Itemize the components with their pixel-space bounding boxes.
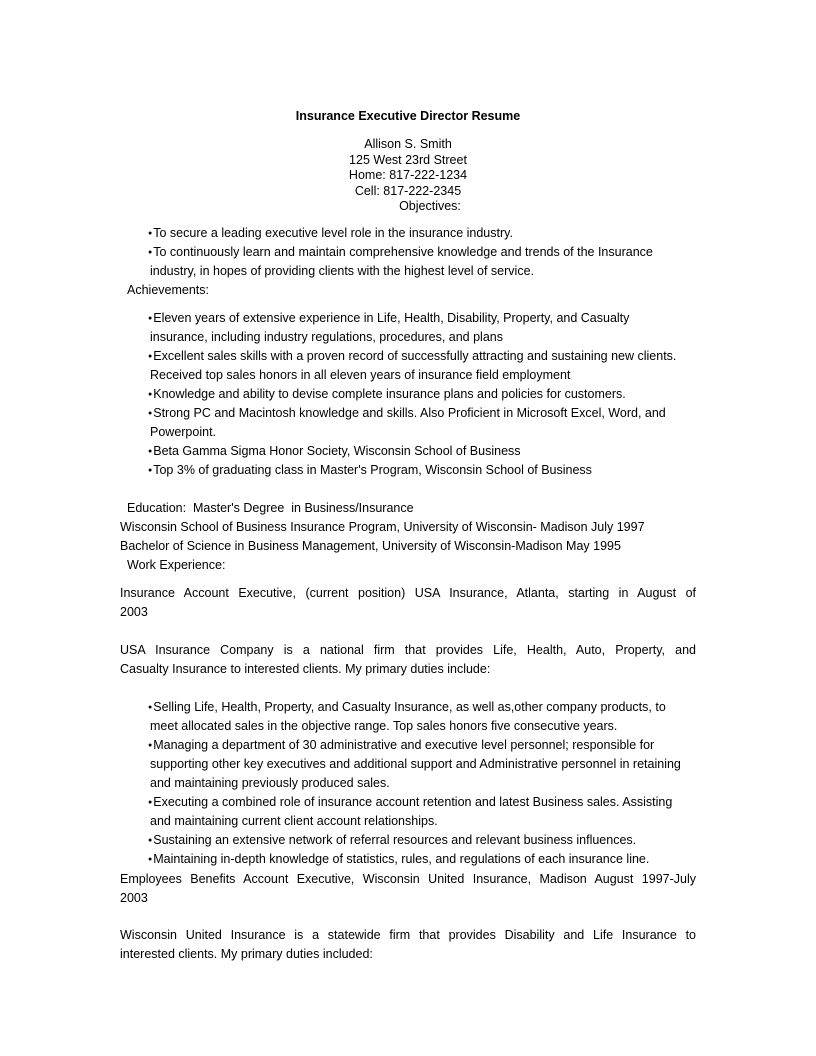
job1-title: [120, 584, 696, 622]
job1-desc-line: USA Insurance Company is a national firm that provides Life, Health, Auto, Property, and: [120, 643, 696, 657]
achievements-list: [146, 309, 686, 480]
duty-item: ● Managing a department of 30 administrative and executive level personnel; responsible for supporting other key executives and additional support and Administrative personnel in retaining and maintaining previously produced sales.: [146, 736, 686, 793]
achievement-item: ● Eleven years of extensive experience in Life, Health, Disability, Property, and Casualty insurance, including industry regulations, procedures, and plans: [146, 309, 686, 347]
job1-title-line: Insurance Account Executive, (current position) USA Insurance, Atlanta, starting in August of: [120, 586, 696, 600]
education-heading: Education: Master's Degree in Business/Insurance: [127, 501, 414, 515]
job2-desc-line: interested clients. My primary duties included:: [120, 947, 373, 961]
contact-block: [0, 137, 816, 215]
job2-title-line: 2003: [120, 891, 148, 905]
job1-title-line: 2003: [120, 605, 148, 619]
job2-title: [120, 870, 696, 908]
job1-desc-line: Casualty Insurance to interested clients. My primary duties include:: [120, 662, 491, 676]
job2-title-line: Employees Benefits Account Executive, Wisconsin United Insurance, Madison August 1997-July: [120, 872, 696, 886]
work-experience-heading: Work Experience:: [127, 558, 226, 572]
objectives-heading: Objectives:: [399, 199, 461, 213]
contact-address: 125 West 23rd Street: [349, 152, 467, 167]
achievement-item: ● Beta Gamma Sigma Honor Society, Wisconsin School of Business: [146, 442, 686, 461]
job2-description: [120, 926, 696, 964]
achievement-item: ● Top 3% of graduating class in Master's Program, Wisconsin School of Business: [146, 461, 686, 480]
duty-item: ● Executing a combined role of insurance account retention and latest Business sales. Assisting and maintaining current client account relationships.: [146, 793, 686, 831]
job2-desc-line: Wisconsin United Insurance is a statewide firm that provides Disability and Life Insurance to: [120, 928, 696, 942]
achievements-heading: Achievements:: [127, 283, 209, 297]
education-line: Bachelor of Science in Business Management, University of Wisconsin-Madison May 1995: [120, 539, 621, 553]
resume-title: Insurance Executive Director Resume: [295, 109, 521, 123]
duty-item: ● Selling Life, Health, Property, and Casualty Insurance, as well as,other company products, to meet allocated sales in the objective range. Top sales honors five consecutive years.: [146, 698, 686, 736]
objectives-list: [146, 224, 686, 281]
duty-item: ● Sustaining an extensive network of referral resources and relevant business influences.: [146, 831, 686, 850]
education-line: Wisconsin School of Business Insurance Program, University of Wisconsin- Madison July 1997: [120, 520, 645, 534]
contact-cell-phone: Cell: 817-222-2345: [354, 183, 462, 198]
contact-home-phone: Home: 817-222-1234: [348, 168, 468, 182]
job1-duties-list: [146, 698, 686, 869]
achievement-item: ● Excellent sales skills with a proven record of successfully attracting and sustaining new clients. Received top sales honors in all eleven years of insurance field employment: [146, 347, 686, 385]
achievement-item: ● Knowledge and ability to devise complete insurance plans and policies for customers.: [146, 385, 686, 404]
achievement-item: ● Strong PC and Macintosh knowledge and skills. Also Proficient in Microsoft Excel, Word, and Powerpoint.: [146, 404, 686, 442]
objective-item: ● To secure a leading executive level role in the insurance industry.: [146, 224, 686, 243]
contact-name: Allison S. Smith: [364, 137, 452, 151]
objective-item: ● To continuously learn and maintain comprehensive knowledge and trends of the Insurance industry, in hopes of providing clients with the highest level of service.: [146, 243, 686, 281]
job1-description: [120, 641, 696, 679]
duty-item: ● Maintaining in-depth knowledge of statistics, rules, and regulations of each insurance line.: [146, 850, 686, 869]
